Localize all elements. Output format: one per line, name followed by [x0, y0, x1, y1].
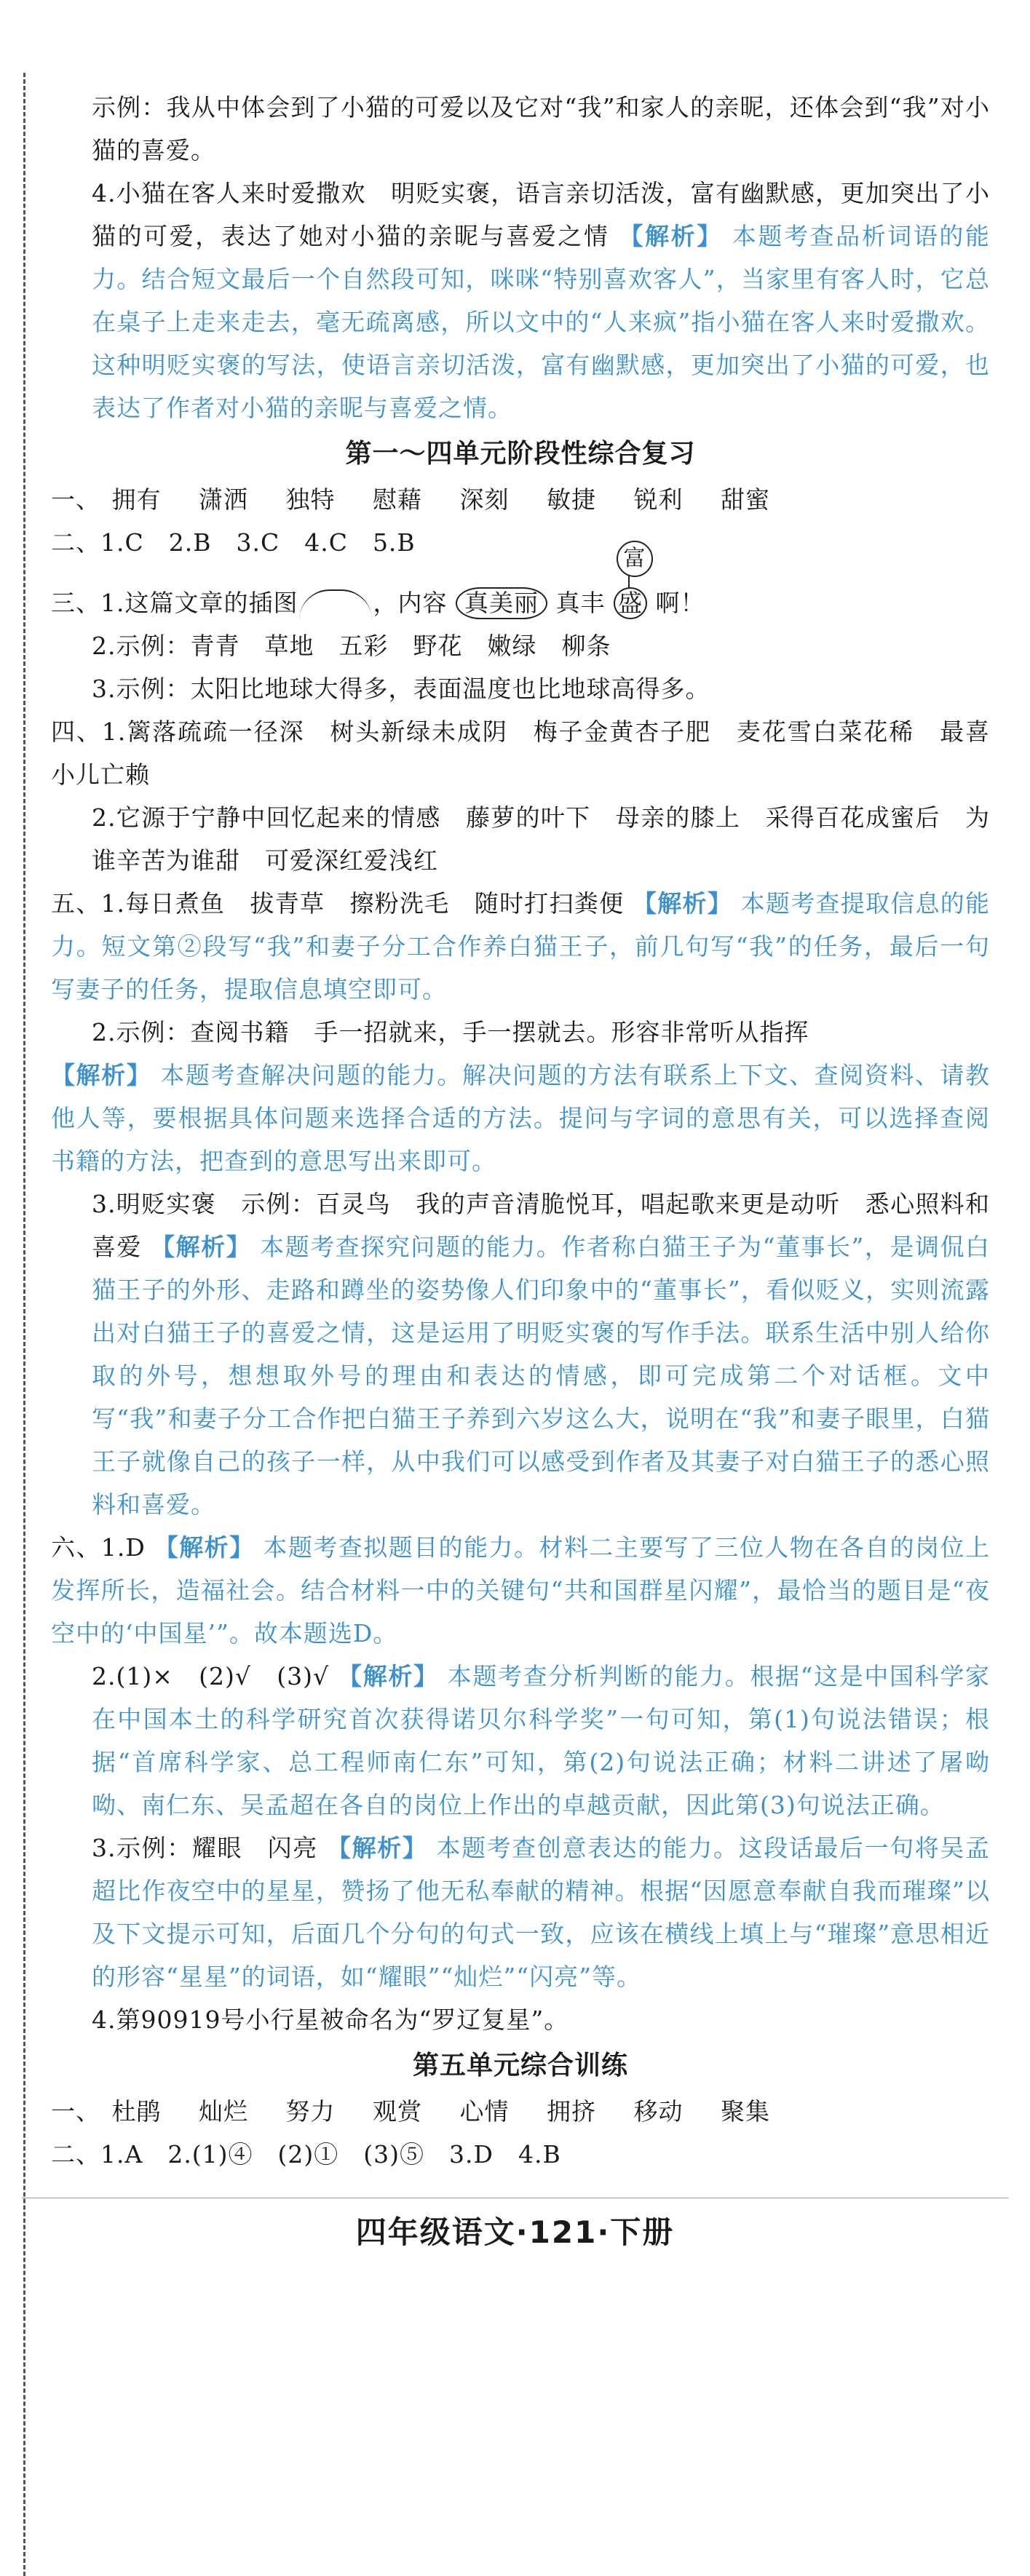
unit5-q1-word-list: [51, 2090, 990, 2133]
word-item: 移动: [633, 2097, 684, 2126]
q1-prefix: 一、: [51, 485, 100, 514]
word-item: 独特: [285, 485, 336, 514]
q3-mid: ，内容: [373, 589, 448, 617]
analysis-text: 本题考查探究问题的能力。作者称白猫王子为“董事长”，是调侃白猫王子的外形、走路和蹲坐的姿势像人们印象中的“董事长”，看似贬义，实则流露出对白猫王子的喜爱之情，这是运用了明贬实褒的写作手法。联系生活中别人给你取的外号，想想取外号的理由和表达的情感，即可完成第二个对话框。文中写“我”和妻子分工合作把白猫王子养到六岁这么大，说明在“我”和妻子眼里，白猫王子就像自己的孩子一样，从中我们可以感受到作者及其妻子对白猫王子的悉心照料和喜爱。: [92, 1233, 991, 1519]
word-item: 锐利: [633, 485, 684, 514]
word-item: 努力: [285, 2097, 336, 2126]
word-item: 潇洒: [199, 485, 248, 514]
answer-text: 五、1.每日煮鱼 拔青草 擦粉洗毛 随时打扫粪便: [51, 889, 625, 918]
q6-2-answer: [51, 1655, 990, 1826]
q4-1-answer: 四、1.篱落疏疏一径深 树头新绿未成阴 梅子金黄杏子肥 麦花雪白菜花稀 最喜小儿亡赖: [51, 717, 990, 789]
answer-content: [51, 86, 990, 2176]
analysis-tag: 【解析】: [338, 1662, 439, 1690]
circled-phrase: 真美丽: [456, 587, 547, 619]
analysis-text: 本题考查拟题目的能力。材料二主要写了三位人物在各自的岗位上发挥所长，造福社会。结合材料一中的关键句“共和国群星闪耀”，最恰当的题目是“夜空中的‘中国星’”。故本题选D。: [51, 1533, 990, 1647]
q6-1-answer: [51, 1526, 990, 1655]
answer-text: 3.示例：耀眼 闪亮: [92, 1834, 318, 1862]
answer-example-line: 示例：我从中体会到了小猫的可爱以及它对“我”和家人的亲昵，还体会到“我”对小猫的喜爱。: [92, 93, 990, 164]
word-item: 敏捷: [547, 485, 596, 514]
word-item: 杜鹃: [111, 2097, 162, 2126]
word-item: 灿烂: [199, 2097, 248, 2126]
answer-text: 2.(1)× (2)√ (3)√: [92, 1662, 329, 1690]
q3-3-answer: 3.示例：太阳比地球大得多，表面温度也比地球高得多。: [92, 675, 710, 703]
word-item: 聚集: [721, 2097, 770, 2126]
q5-3-answer: [51, 1182, 990, 1526]
q3-prefix: 三、1.这篇文章的插图: [51, 589, 298, 617]
word-item: 深刻: [459, 485, 510, 514]
analysis-text: 本题考查分析判断的能力。根据“这是中国科学家在中国本土的科学研究首次获得诺贝尔科学奖”一句可知，第(1)句说法错误；根据“首席科学家、总工程师南仁东”可知，第(2)句说法正确；材料二讲述了屠呦呦、南仁东、吴孟超在各自的岗位上作出的卓越贡献，因此第(3)句说法正确。: [92, 1662, 990, 1819]
analysis-tag: 【解析】: [151, 1233, 252, 1261]
q6-3-answer: [51, 1826, 990, 1998]
answer-paragraph-4: [51, 172, 990, 429]
section-title-unit1-4: 第一～四单元阶段性综合复习: [345, 439, 696, 469]
q4-2-answer: 2.它源于宁静中回忆起来的情感 藤萝的叶下 母亲的膝上 采得百花成蜜后 为谁辛苦为谁甜 可爱深红爱浅红: [92, 803, 990, 875]
answer-text: 3.明贬实褒 示例：百灵鸟 我的声音清脆悦耳，唱起歌来更是动听 悉心照料和喜爱: [92, 1190, 990, 1261]
q5-2-analysis: [51, 1054, 990, 1182]
q1-word-list: [51, 478, 990, 521]
analysis-text: 本题考查提取信息的能力。短文第②段写“我”和妻子分工合作养白猫王子，前几句写“我”的任务，最后一句写妻子的任务，提取信息填空即可。: [51, 889, 990, 1003]
correction-arc-mark: [299, 589, 372, 620]
analysis-tag: 【解析】: [51, 1061, 152, 1089]
analysis-text: 本题考查品析词语的能力。结合短文最后一个自然段可知，咪咪“特别喜欢客人”，当家里有客人时，它总在桌子上走来走去，毫无疏离感，所以文中的“人来疯”指小猫在客人来时爱撒欢。这种明贬实褒的写法，使语言亲切活泼，富有幽默感，更加突出了小猫的可爱，也表达了作者对小猫的亲昵与喜爱之情。: [92, 222, 991, 422]
q3-after: 真丰: [555, 589, 606, 617]
word-item: 拥有: [111, 485, 162, 514]
q6-4-answer: 4.第90919号小行星被命名为“罗辽复星”。: [92, 2005, 569, 2034]
page-footer: 四年级语文·121·下册: [355, 2214, 675, 2250]
answer-text: 六、1.D: [51, 1533, 146, 1562]
analysis-text: 本题考查创意表达的能力。这段话最后一句将吴孟超比作夜空中的星星，赞扬了他无私奉献的精神。根据“因愿意奉献自我而璀璨”以及下文提示可知，后面几个分句的句式一致，应该在横线上填上与“璀璨”意思相近的形容“星星”的词语，如“耀眼”“灿烂”“闪亮”等。: [92, 1834, 990, 1991]
wrong-character: 盛: [618, 589, 643, 617]
analysis-tag: 【解析】: [619, 222, 723, 250]
q5-1-answer: [51, 882, 990, 1011]
word-item: 观赏: [373, 2097, 422, 2126]
q3-correction-line: [51, 546, 990, 624]
word-item: 甜蜜: [721, 485, 770, 514]
q2-answers: 二、1.C 2.B 3.C 4.C 5.B: [51, 528, 416, 557]
q1-prefix: 一、: [51, 2097, 100, 2126]
q5-2-answer: 2.示例：查阅书籍 手一招就来，手一摆就去。形容非常听从指挥: [92, 1018, 809, 1046]
analysis-tag: 【解析】: [326, 1834, 428, 1862]
circled-character: [614, 546, 647, 619]
dashed-cut-line: [23, 73, 25, 2576]
word-item: 心情: [459, 2097, 510, 2126]
unit5-q2-answers: 二、1.A 2.(1)④ (2)① (3)⑤ 3.D 4.B: [51, 2140, 561, 2168]
word-item: 拥挤: [547, 2097, 596, 2126]
q3-2-answer: 2.示例：青青 草地 五彩 野花 嫩绿 柳条: [92, 632, 611, 660]
answer-text: 4.小猫在客人来时爱撒欢 明贬实褒，语言亲切活泼，富有幽默感，更加突出了小猫的可爱，表达了她对小猫的亲昵与喜爱之情: [92, 179, 990, 250]
word-item: 慰藉: [373, 485, 422, 514]
analysis-tag: 【解析】: [633, 889, 732, 918]
section-title-unit5: 第五单元综合训练: [412, 2051, 628, 2080]
correction-annotation: 富: [617, 541, 653, 577]
q3-end: 啊！: [655, 589, 705, 617]
analysis-tag: 【解析】: [154, 1533, 255, 1562]
analysis-text: 本题考查解决问题的能力。解决问题的方法有联系上下文、查阅资料、请教他人等，要根据具体问题来选择合适的方法。提问与字词的意思有关，可以选择查阅书籍的方法，把查到的意思写出来即可。: [51, 1061, 990, 1175]
